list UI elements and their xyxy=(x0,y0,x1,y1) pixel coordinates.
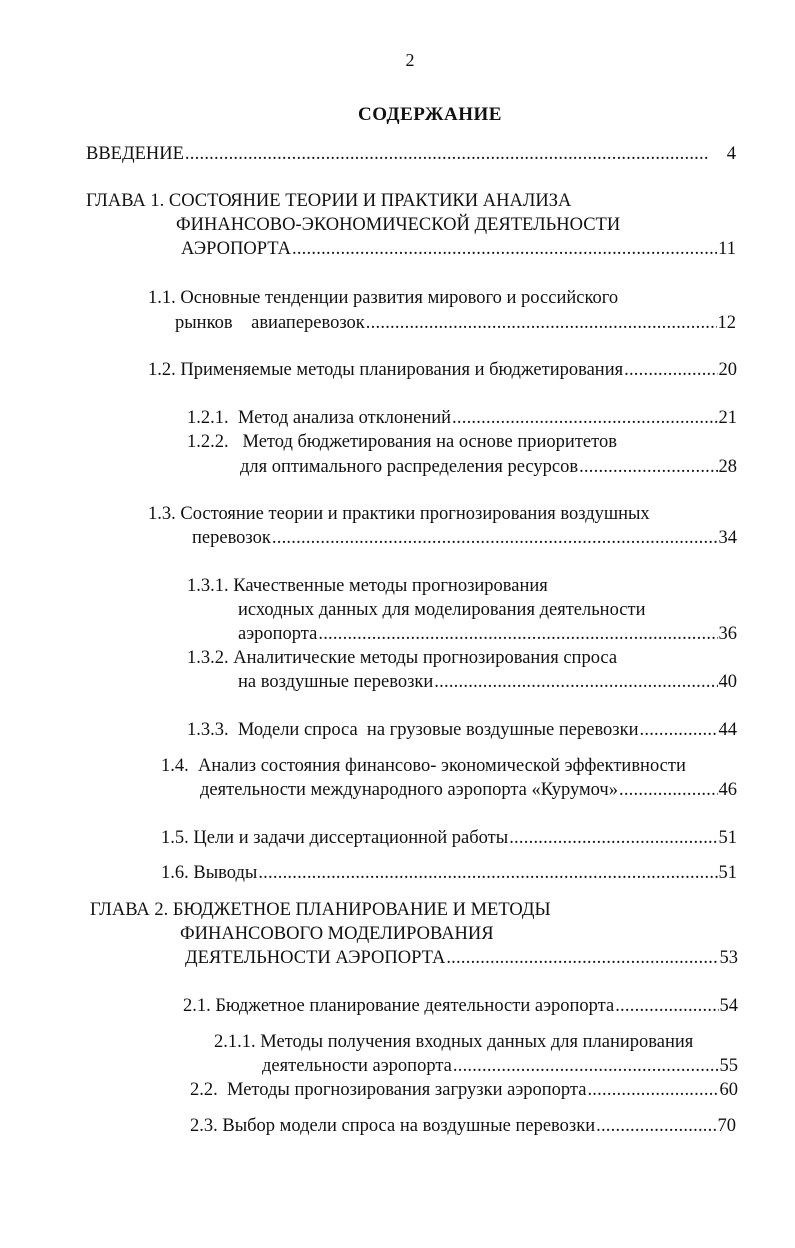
toc-entry-1-1[interactable] xyxy=(175,311,736,335)
toc-entry-label: 1.5. Цели и задачи диссертационной работы xyxy=(161,828,509,848)
toc-entry-label: рынков авиаперевозок xyxy=(175,313,365,333)
toc-entry-1-2-2-line-1[interactable]: 1.2.2. Метод бюджетирования на основе приоритетов xyxy=(187,432,617,452)
toc-entry-label: 2.2. Методы прогнозирования загрузки аэропорта xyxy=(190,1080,587,1100)
toc-entry-label: деятельности международного аэропорта «Курумоч» xyxy=(200,780,618,800)
toc-entry-page: 53 xyxy=(719,948,738,968)
toc-entry-2-1[interactable] xyxy=(183,994,738,1018)
toc-entry-page: 51 xyxy=(718,863,737,883)
toc-entry-1-3-2-line-1[interactable]: 1.3.2. Аналитические методы прогнозирования спроса xyxy=(187,648,618,668)
toc-entry-label: 1.3.3. Модели спроса на грузовые воздушные перевозки xyxy=(187,720,639,740)
toc-entry-1-4-line-1[interactable]: 1.4. Анализ состояния финансово- экономической эффективности xyxy=(161,756,686,776)
toc-entry-label: для оптимального распределения ресурсов xyxy=(240,457,579,477)
toc-entry-intro[interactable] xyxy=(86,142,736,166)
leader-dots xyxy=(640,718,718,742)
toc-entry-page: 44 xyxy=(718,720,737,740)
leader-dots xyxy=(452,406,717,430)
toc-entry-1-3-3[interactable] xyxy=(187,718,737,742)
toc-entry-label: 2.3. Выбор модели спроса на воздушные перевозки xyxy=(190,1116,596,1136)
toc-entry-2-1-1-line-1[interactable]: 2.1.1. Методы получения входных данных для планирования xyxy=(214,1032,694,1052)
page-number: 2 xyxy=(405,50,415,70)
toc-entry-2-3[interactable] xyxy=(190,1114,736,1138)
leader-dots xyxy=(615,994,718,1018)
leader-dots xyxy=(272,526,718,550)
leader-dots xyxy=(366,311,717,335)
toc-entry-1-2-1[interactable] xyxy=(187,406,737,430)
toc-entry-page: 20 xyxy=(718,360,737,380)
leader-dots xyxy=(509,826,717,850)
toc-entry-page: 60 xyxy=(719,1080,738,1100)
toc-entry-chapter-2-line-2[interactable]: ФИНАНСОВОГО МОДЕЛИРОВАНИЯ xyxy=(180,924,494,944)
toc-entry-page: 4 xyxy=(726,144,736,164)
leader-dots xyxy=(624,358,717,382)
toc-entry-page: 34 xyxy=(718,528,737,548)
leader-dots xyxy=(453,1054,719,1078)
toc-entry-label: 1.2.1. Метод анализа отклонений xyxy=(187,408,452,428)
toc-entry-page: 12 xyxy=(717,313,736,333)
toc-entry-label: 1.6. Выводы xyxy=(161,863,258,883)
toc-entry-label: 1.2. Применяемые методы планирования и бюджетирования xyxy=(148,360,624,380)
toc-entry-page: 46 xyxy=(718,780,737,800)
leader-dots xyxy=(596,1114,716,1138)
toc-entry-1-2[interactable] xyxy=(148,358,737,382)
toc-entry-page: 36 xyxy=(718,624,737,644)
toc-entry-1-1-line-1[interactable]: 1.1. Основные тенденции развития мирового и российского xyxy=(148,288,619,308)
toc-entry-page: 51 xyxy=(718,828,737,848)
toc-entry-label: 2.1. Бюджетное планирование деятельности аэропорта xyxy=(183,996,615,1016)
toc-entry-1-4[interactable] xyxy=(200,778,737,802)
toc-entry-1-3-1[interactable] xyxy=(238,622,737,646)
toc-entry-1-5[interactable] xyxy=(161,826,737,850)
toc-entry-page: 28 xyxy=(718,457,737,477)
toc-entry-label: аэропорта xyxy=(238,624,318,644)
toc-entry-page: 11 xyxy=(718,239,736,259)
toc-entry-label: деятельности аэропорта xyxy=(262,1056,452,1076)
leader-dots xyxy=(292,237,717,261)
page-title: СОДЕРЖАНИЕ xyxy=(358,104,502,125)
toc-entry-2-2[interactable] xyxy=(190,1078,738,1102)
toc-entry-page: 40 xyxy=(718,672,737,692)
toc-entry-page: 70 xyxy=(717,1116,736,1136)
leader-dots xyxy=(587,1078,718,1102)
leader-dots xyxy=(619,778,718,802)
toc-entry-1-3[interactable] xyxy=(192,526,737,550)
toc-entry-chapter-2[interactable] xyxy=(185,946,738,970)
toc-entry-page: 55 xyxy=(719,1056,738,1076)
toc-entry-1-3-1-line-1[interactable]: 1.3.1. Качественные методы прогнозирования xyxy=(187,576,548,596)
toc-entry-1-3-2[interactable] xyxy=(238,670,737,694)
toc-entry-1-3-line-1[interactable]: 1.3. Состояние теории и практики прогнозирования воздушных xyxy=(148,504,650,524)
leader-dots xyxy=(579,455,717,479)
toc-entry-1-2-2[interactable] xyxy=(240,455,737,479)
toc-entry-label: на воздушные перевозки xyxy=(238,672,434,692)
toc-entry-label: ВВЕДЕНИЕ xyxy=(86,144,184,164)
toc-entry-label: АЭРОПОРТА xyxy=(181,239,291,259)
toc-entry-2-1-1[interactable] xyxy=(262,1054,738,1078)
leader-dots xyxy=(185,142,709,166)
toc-entry-chapter-1-line-1[interactable]: ГЛАВА 1. СОСТОЯНИЕ ТЕОРИИ И ПРАКТИКИ АНАЛИЗА xyxy=(86,191,572,211)
leader-dots xyxy=(258,861,717,885)
leader-dots xyxy=(434,670,717,694)
leader-dots xyxy=(318,622,717,646)
toc-entry-chapter-2-line-1[interactable]: ГЛАВА 2. БЮДЖЕТНОЕ ПЛАНИРОВАНИЕ И МЕТОДЫ xyxy=(90,900,551,920)
toc-entry-chapter-1[interactable] xyxy=(181,237,736,261)
toc-entry-page: 21 xyxy=(718,408,737,428)
toc-entry-chapter-1-line-2[interactable]: ФИНАНСОВО-ЭКОНОМИЧЕСКОЙ ДЕЯТЕЛЬНОСТИ xyxy=(176,215,621,235)
toc-entry-1-3-1-line-2[interactable]: исходных данных для моделирования деятельности xyxy=(238,600,646,620)
toc-entry-label: ДЕЯТЕЛЬНОСТИ АЭРОПОРТА xyxy=(185,948,446,968)
toc-entry-1-6[interactable] xyxy=(161,861,737,885)
toc-entry-label: перевозок xyxy=(192,528,271,548)
leader-dots xyxy=(446,946,718,970)
toc-entry-page: 54 xyxy=(719,996,738,1016)
